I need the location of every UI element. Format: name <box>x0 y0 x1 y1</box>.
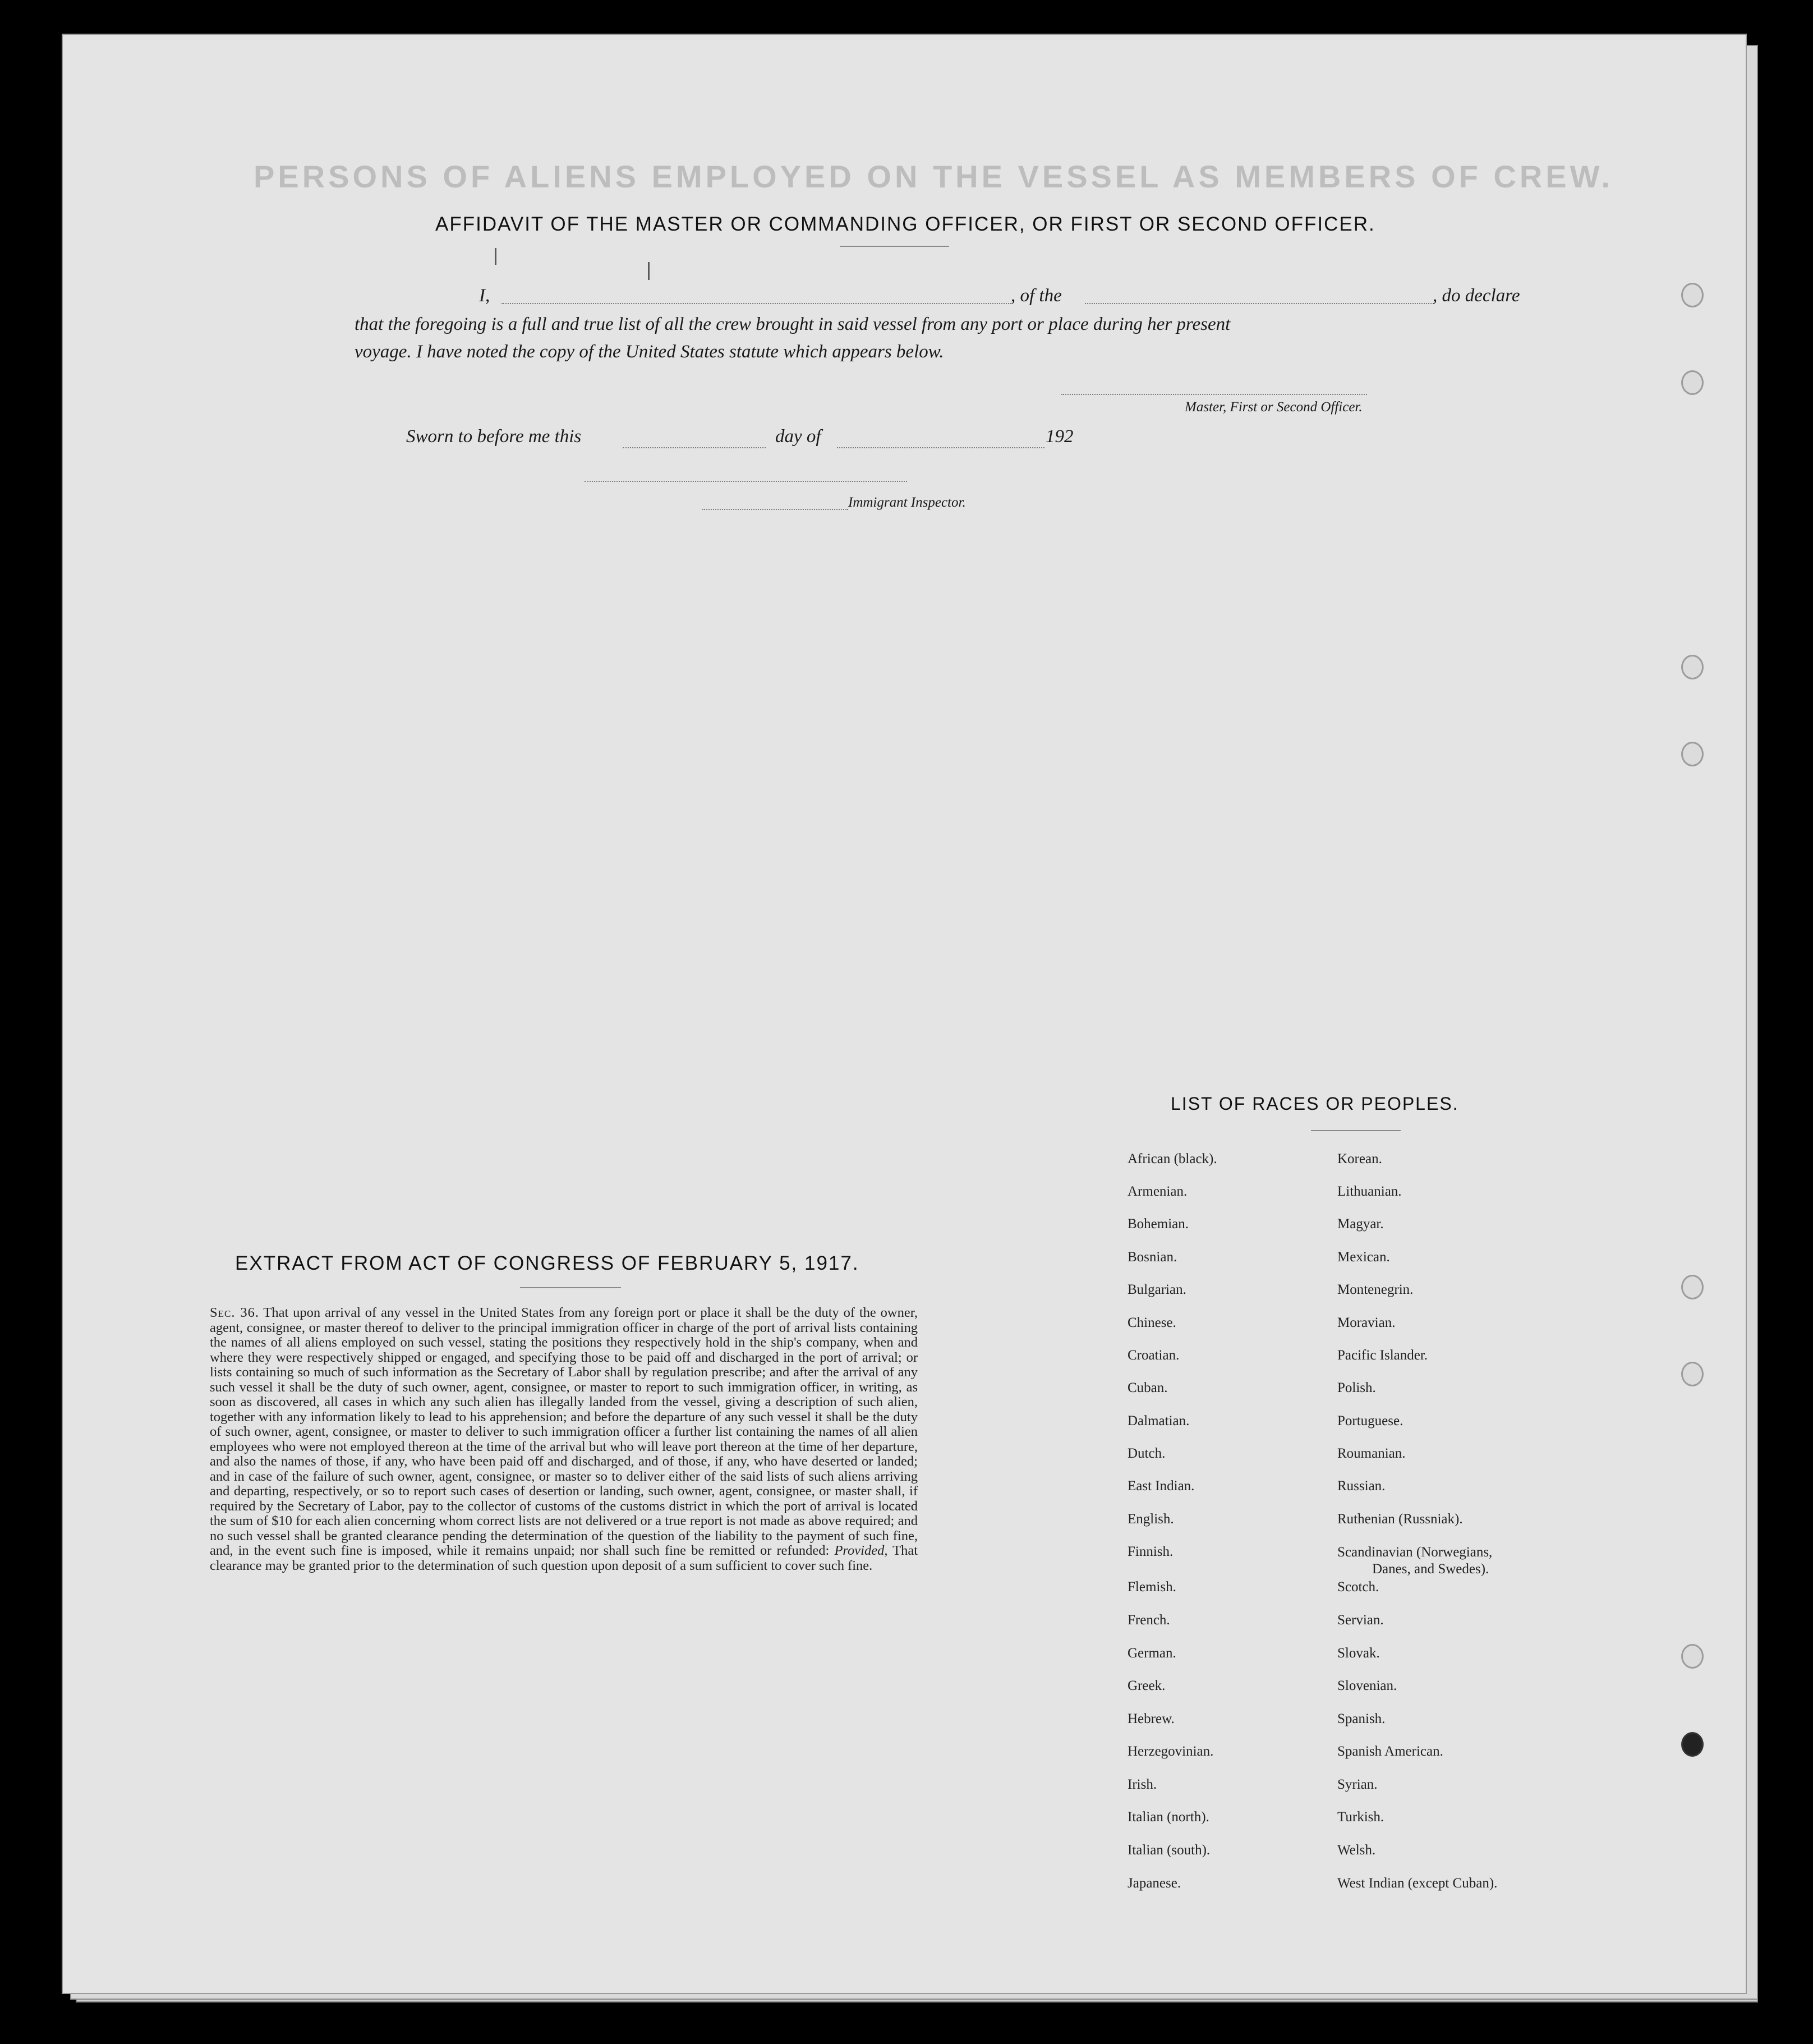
race-item: Italian (south). <box>1128 1843 1211 1858</box>
binder-hole <box>1681 1732 1704 1757</box>
races-title: LIST OF RACES OR PEOPLES. <box>1171 1094 1459 1114</box>
name-blank[interactable] <box>501 303 1011 304</box>
sworn-day-blank[interactable] <box>623 447 766 448</box>
race-item: Hebrew. <box>1128 1711 1175 1726</box>
race-item: Dutch. <box>1128 1446 1166 1461</box>
race-item: West Indian (except Cuban). <box>1337 1876 1498 1891</box>
race-item: Mexican. <box>1337 1250 1390 1265</box>
race-item: Magyar. <box>1337 1216 1384 1232</box>
binder-hole <box>1681 742 1704 766</box>
race-item: French. <box>1128 1613 1170 1628</box>
race-item: Polish. <box>1337 1380 1376 1395</box>
races-title-rule <box>1311 1130 1401 1131</box>
race-item: Syrian. <box>1337 1777 1378 1792</box>
document-page <box>62 34 1747 1994</box>
affidavit-i: I, <box>479 286 490 306</box>
race-item: Chinese. <box>1128 1315 1176 1330</box>
race-item: Bosnian. <box>1128 1250 1177 1265</box>
section-text: That upon arrival of any vessel in the United States from any foreign port or place it shall be the duty of the owner, agent, consignee, or master thereof to deliver to the principal immigration officer in charge of the port of arrival lists containing the names of all aliens employed on such vessel, stating the positions they respectively hold in the ship's company, when and where they were respectively shipped or engaged, and specifying those to be paid off and discharged in the port of arrival; or lists containing so much of such information as the Secretary of Labor shall by regulation prescribe; and after the arrival of any such vessel it shall be the duty of such owner, agent, consignee, or master to report to such immigration officer, in writing, as soon as discovered, all cases in which any such alien has illegally landed from the vessel, giving a description of such alien, together with any information likely to lead to his apprehension; and before the departure of any such vessel it shall be the duty of such owner, agent, consignee, or master to deliver to such immigration officer a further list containing the names of all alien employees who were not employed thereon at the time of the arrival but who will leave port thereon at the time of her departure, and also the names of those, if any, who have been paid off and discharged, and of those, if any, who have deserted or landed; and in case of the failure of such owner, agent, consignee, or master so to deliver either of the said lists of such aliens arriving and departing, respectively, or so to report such cases of desertion or landing, such owner, agent, consignee, or master shall, if required by the Secretary of Labor, pay to the collector of customs of the customs district in which the port of arrival is located the sum of $10 for each alien concerning whom correct lists are not delivered or a true report is not made as above required; and no such vessel shall be granted clearance pending the determination of the question of the liability to the payment of such fine, and, in the event such fine is imposed, while it remains unpaid; nor shall such fine be remitted or refunded: <box>210 1305 918 1558</box>
master-caption: Master, First or Second Officer. <box>1185 399 1363 415</box>
race-item: Russian. <box>1337 1478 1386 1494</box>
master-signature-line[interactable] <box>1061 394 1367 395</box>
race-item: Slovak. <box>1337 1646 1380 1661</box>
affidavit-do-declare: , do declare <box>1433 286 1520 306</box>
affidavit-of-the: , of the <box>1011 286 1062 306</box>
race-item: Irish. <box>1128 1777 1157 1792</box>
sworn-month-blank[interactable] <box>837 447 1044 448</box>
binder-hole <box>1681 370 1704 395</box>
affidavit-title-rule <box>840 246 949 247</box>
race-item: Ruthenian (Russniak). <box>1337 1512 1463 1527</box>
race-item: Servian. <box>1337 1613 1384 1628</box>
race-item: Korean. <box>1337 1151 1382 1166</box>
margin-tick <box>495 248 496 265</box>
extract-title-rule <box>520 1287 621 1288</box>
race-item: English. <box>1128 1512 1174 1527</box>
affidavit-line-3: voyage. I have noted the copy of the United States statute which appears below. <box>355 342 944 362</box>
race-item: Croatian. <box>1128 1348 1180 1363</box>
race-item: Japanese. <box>1128 1876 1181 1891</box>
race-item: Cuban. <box>1128 1380 1168 1395</box>
inspector-signature-line[interactable] <box>585 481 907 482</box>
affidavit-line-2: that the foregoing is a full and true list of all the crew brought in said vessel from any port or place during her present <box>355 314 1231 334</box>
race-item: Turkish. <box>1337 1809 1384 1825</box>
race-item: Montenegrin. <box>1337 1282 1414 1297</box>
race-item: Portuguese. <box>1337 1413 1404 1428</box>
race-item-scandinavian: Scandinavian (Norwegians, <box>1337 1545 1493 1560</box>
race-item: Slovenian. <box>1337 1678 1397 1693</box>
race-item: East Indian. <box>1128 1478 1195 1494</box>
race-item: Bulgarian. <box>1128 1282 1186 1297</box>
inspector-underline <box>702 509 848 510</box>
race-item: Armenian. <box>1128 1184 1188 1199</box>
race-item: Pacific Islander. <box>1337 1348 1428 1363</box>
binder-hole <box>1681 1275 1704 1299</box>
binder-hole <box>1681 283 1704 307</box>
extract-title: EXTRACT FROM ACT OF CONGRESS OF FEBRUARY 5, 1917. <box>235 1252 859 1274</box>
race-item: Moravian. <box>1337 1315 1396 1330</box>
extract-body <box>210 1306 918 1573</box>
race-item: Welsh. <box>1337 1843 1376 1858</box>
margin-tick <box>648 262 650 280</box>
race-item: African (black). <box>1128 1151 1217 1166</box>
sworn-year: 192 <box>1046 426 1074 447</box>
binder-hole <box>1681 655 1704 679</box>
vessel-blank[interactable] <box>1085 303 1434 304</box>
race-item: Bohemian. <box>1128 1216 1189 1232</box>
race-item: Roumanian. <box>1337 1446 1406 1461</box>
affidavit-title: AFFIDAVIT OF THE MASTER OR COMMANDING OFFICER, OR FIRST OR SECOND OFFICER. <box>435 213 1375 235</box>
inspector-caption: Immigrant Inspector. <box>848 495 966 510</box>
proviso-label: Provided, <box>834 1543 888 1558</box>
race-item: German. <box>1128 1646 1176 1661</box>
race-item: Finnish. <box>1128 1544 1174 1559</box>
bleed-through-heading: PERSONS OF ALIENS EMPLOYED ON THE VESSEL AS MEMBERS OF CREW. <box>254 159 1613 194</box>
race-item-scandinavian-cont: Danes, and Swedes). <box>1372 1561 1489 1577</box>
proviso-text: That clearance may be granted prior to the determination of such question upon deposit of a sum sufficient to cover such fine. <box>210 1543 918 1573</box>
race-item: Scotch. <box>1337 1579 1379 1595</box>
binder-hole <box>1681 1644 1704 1669</box>
race-item: Lithuanian. <box>1337 1184 1402 1199</box>
section-label: Sec. 36. <box>210 1305 259 1320</box>
race-item: Spanish American. <box>1337 1744 1443 1759</box>
sworn-prefix: Sworn to before me this <box>406 426 582 447</box>
race-item: Dalmatian. <box>1128 1413 1190 1428</box>
binder-hole <box>1681 1362 1704 1386</box>
sworn-day-of: day of <box>775 426 821 447</box>
race-item: Spanish. <box>1337 1711 1386 1726</box>
race-item: Italian (north). <box>1128 1809 1209 1825</box>
race-item <box>1337 1544 1492 1578</box>
race-item: Herzegovinian. <box>1128 1744 1214 1759</box>
race-item: Greek. <box>1128 1678 1166 1693</box>
race-item: Flemish. <box>1128 1579 1176 1595</box>
